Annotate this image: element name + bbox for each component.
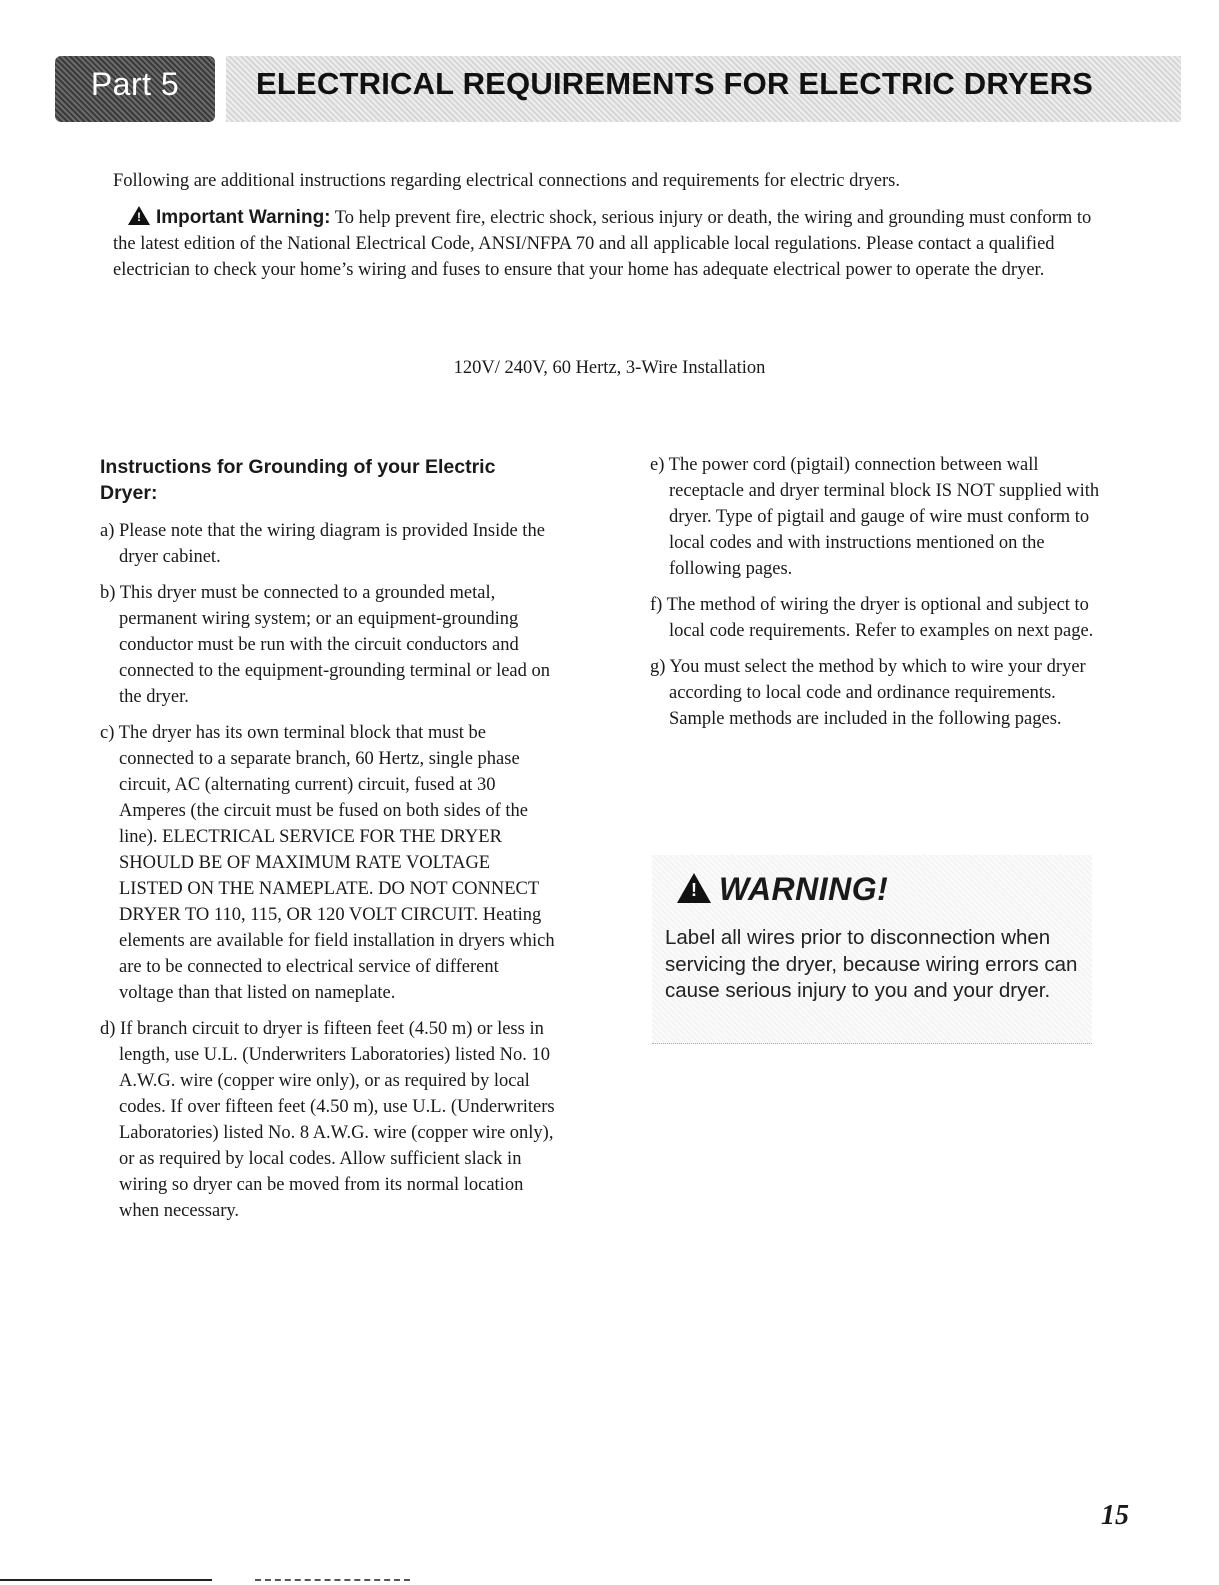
section-heading: Instructions for Grounding of your Electric Dryer:: [100, 456, 496, 504]
important-warning-text: To help prevent fire, electric shock, serious injury or death, the wiring and grounding must conform to the latest edition of the National Electrical Code, ANSI/NFPA 70 and all applicable local regulations. Please contact a qualified electrician to check your home’s wiring and fuses to ensure that your home has adequate electrical power to operate the dryer.: [113, 208, 1092, 280]
list-item: b) This dryer must be connected to a grounded metal, permanent wiring system; or an equipment-grounding conductor must be run with the circuit conductors and connected to the equipment-grounding terminal or lead on the dryer.: [100, 583, 551, 707]
title-band: [226, 56, 1181, 122]
part-label: Part 5: [90, 66, 180, 102]
warning-box: [652, 855, 1092, 1044]
list-item: a) Please note that the wiring diagram is provided Inside the dryer cabinet.: [100, 521, 545, 567]
warning-text: Label all wires prior to disconnection when servicing the dryer, because wiring errors can cause serious injury to you and your dryer.: [665, 926, 1078, 1002]
warning-triangle-icon: [677, 873, 711, 903]
page-title: ELECTRICAL REQUIREMENTS FOR ELECTRIC DRYERS: [256, 66, 1094, 101]
list-item: e) The power cord (pigtail) connection between wall receptacle and dryer terminal block IS NOT supplied with dryer. Type of pigtail and gauge of wire must conform to local codes and with instructions mentioned on the following pages.: [650, 455, 1100, 579]
left-column: [100, 454, 555, 1234]
installation-type: 120V/ 240V, 60 Hertz, 3-Wire Installation: [453, 358, 766, 378]
footer-rule: [0, 1579, 212, 1581]
list-item: f) The method of wiring the dryer is optional and subject to local code requirements. Refer to examples on next page.: [650, 595, 1094, 641]
footer-dashed-rule: [255, 1579, 410, 1581]
page-header: [55, 56, 1181, 122]
list-item: g) You must select the method by which to wire your dryer according to local code and ordinance requirements. Sample methods are included in the following pages.: [650, 657, 1086, 729]
right-column: [650, 452, 1110, 742]
part-tab: [55, 56, 215, 122]
list-item: c) The dryer has its own terminal block that must be connected to a separate branch, 60 Hertz, single phase circuit, AC (alternating current) circuit, fused at 30 Amperes (the circuit must be fused on both sides of the line). ELECTRICAL SERVICE FOR THE DRYER SHOULD BE OF MAXIMUM RATE VOLTAGE LISTED ON THE NAMEPLATE. DO NOT CONNECT DRYER TO 110, 115, OR 120 VOLT CIRCUIT. Heating elements are available for field installation in dryers which are to be connected to electrical service of different voltage than that listed on nameplate.: [100, 723, 555, 1003]
warning-title: WARNING!: [719, 871, 889, 907]
list-item: d) If branch circuit to dryer is fifteen feet (4.50 m) or less in length, use U.L. (Underwriters Laboratories) listed No. 10 A.W.G. wire (copper wire only), or as required by local codes. If over fifteen feet (4.50 m), use U.L. (Underwriters Laboratories) listed No. 8 A.W.G. wire (copper wire only), or as required by local codes. Allow sufficient slack in wiring so dryer can be moved from its normal location when necessary.: [100, 1019, 555, 1221]
important-warning: [113, 205, 1113, 283]
warning-heading: [677, 871, 888, 908]
intro-paragraph: Following are additional instructions regarding electrical connections and requirements for electric dryers.: [113, 171, 900, 191]
important-warning-label: Important Warning:: [156, 207, 331, 228]
page-number: 15: [1101, 1500, 1129, 1531]
warning-triangle-icon: [128, 206, 150, 225]
